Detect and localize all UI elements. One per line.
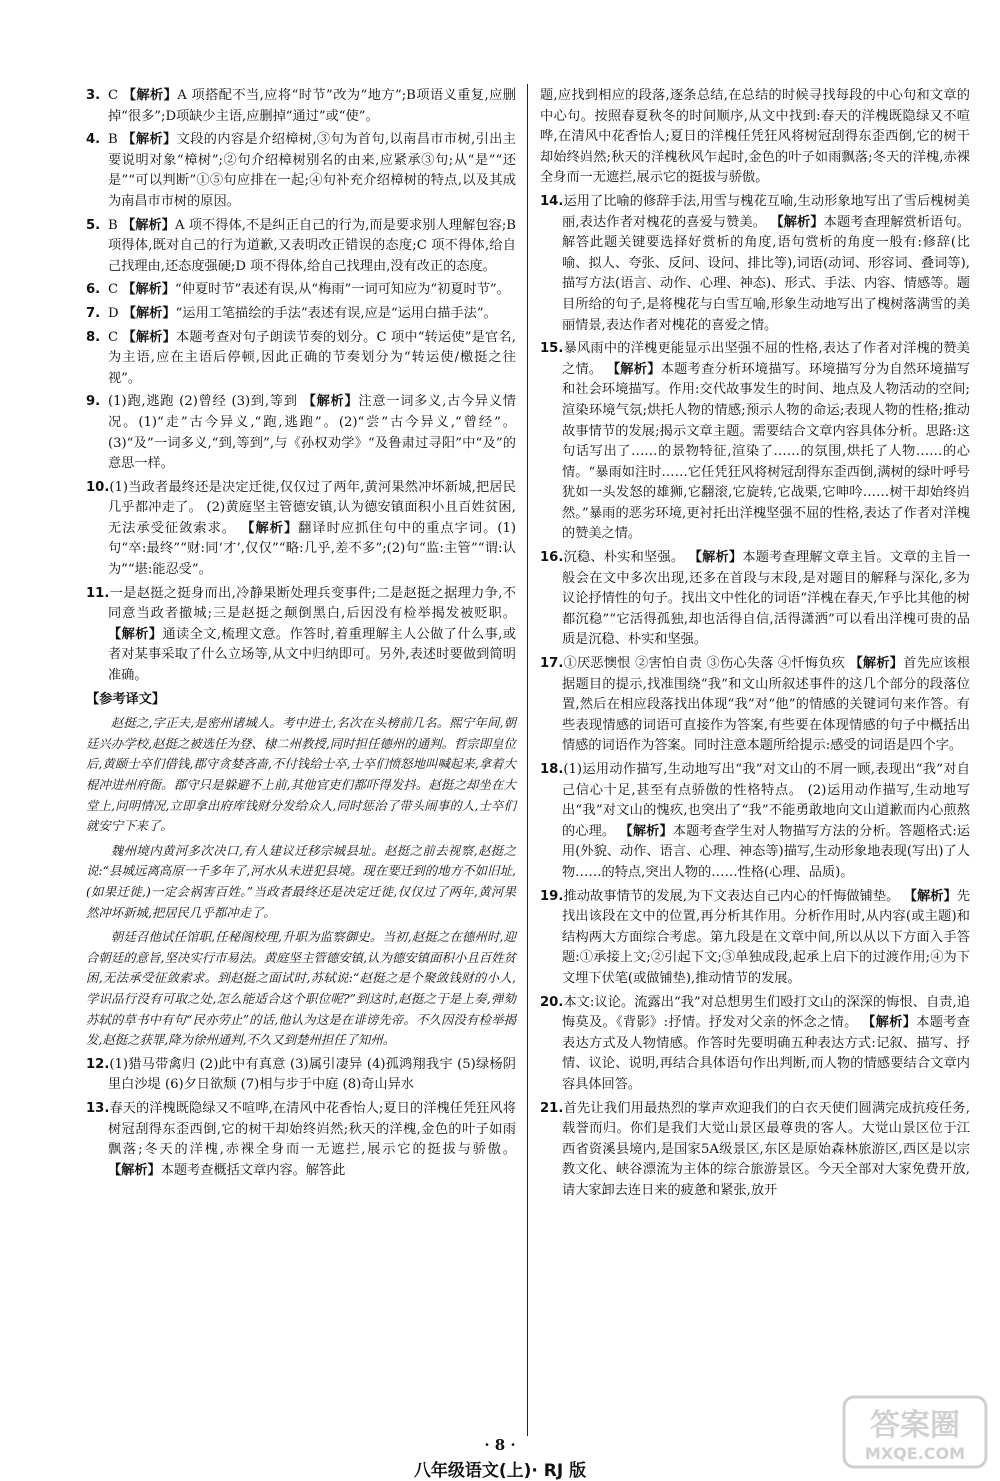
column-divider	[527, 84, 528, 1436]
analysis-tag: 【解析】	[302, 394, 359, 410]
answer-item	[86, 1055, 516, 1096]
analysis-text: 先找出该段在文中的位置,再分析其作用。分析作用时,从内容(或主题)和结构两大方面综合考虑。第九段是在文章中间,所以从以下方面入手答题:①承接上文;②引起下文;③单独成段,起承上启下的过渡作用;④为下文埋下伏笔(或做铺垫),推动情节的发展。	[562, 888, 970, 986]
answer-text: B	[108, 217, 122, 233]
analysis-text: 注意一词多义,古今异义情况。(1)“走”古今异义,“跑,逃跑”。(2)“尝”古今异义,“曾经”。(3)“及”一词多义,“到,等到”,与《孙权劝学》“及鲁肃过寻阳”中“及”的意思一样。	[108, 394, 516, 472]
watermark-url: MXQE.COM	[864, 1444, 966, 1463]
answer-item	[86, 584, 516, 687]
answer-item	[86, 216, 516, 278]
reference-translation-title: 【参考译文】	[86, 691, 166, 707]
analysis-text: A 项不得体,不是纠正自己的行为,而是要求别人理解包容;B 项得体,既对自己的行为道歉,又表明改正错误的态度;C 项不得体,给自己找理由,还态度强硬;D 项不得体,给自己找理由,没有改正的态度。	[108, 217, 517, 274]
analysis-tag: 【解析】	[241, 520, 299, 536]
analysis-text: A 项搭配不当,应将“时节”改为“地方”;B项语义重复,应删掉“很多”;D项缺少主语,应删掉“通过”或“使”。	[108, 88, 516, 124]
answer-number: 15.	[540, 341, 564, 357]
analysis-tag: 【解析】	[619, 823, 673, 839]
answer-text: (1)跑,逃跑 (2)曾经 (3)到,等到	[108, 394, 303, 410]
answer-number: 16.	[540, 550, 564, 566]
answer-number: 6.	[86, 282, 101, 298]
answer-text: (1)猎马带禽归 (2)此中有真意 (3)属引凄异 (4)孤鸿翔我宇 (5)绿杨阴里白沙堤 (6)夕日欲颓 (7)相与步于中庭 (8)奇山异水	[108, 1056, 516, 1093]
answer-number: 5.	[86, 217, 101, 233]
answer-number: 17.	[540, 656, 564, 672]
analysis-tag: 【解析】	[122, 305, 176, 321]
answer-number: 12.	[86, 1056, 110, 1072]
answer-number: 14.	[540, 193, 564, 209]
answer-item	[86, 130, 516, 212]
answer-number: 4.	[86, 132, 101, 148]
analysis-tag: 【解析】	[108, 1162, 161, 1178]
answer-text: ①厌恶懊恨 ②害怕自责 ③伤心失落 ④忏悔负疚	[563, 656, 850, 672]
analysis-text: 本题考查概括文章内容。解答此	[160, 1162, 346, 1178]
answer-number: 3.	[86, 88, 101, 103]
answer-item	[86, 392, 516, 474]
continued-analysis: 题,应找到相应的段落,逐条总结,在总结的时候寻找每段的中心句和文章的中心句。按照春夏秋冬的时间顺序,从文中找到:春天的洋槐既隐绿又不喧哗,在清风中花香怡人;夏日的洋槐任凭狂风将树冠刮得东歪西倒,它的树干却始终岿然;秋天的洋槐秋风乍起时,金色的叶子如雨飘落;冬天的洋槐,赤裸全身而一无遮拦,展示它的挺拔与骄傲。	[540, 88, 970, 186]
translation-paragraph: 魏州境内黄河多次决口,有人建议迁移宗城县址。赵挺之前去视察,赵挺之说:“县城远离高原一千多年了,河水从未进犯县境。现在要迁到的地方不如旧址,(如果迁徙,)一定会祸害百姓。”当政者最终还是决定迁徙,仅仅过了两年,黄河果然冲坏新城,把居民几乎都冲走了。	[86, 842, 516, 920]
answer-text: D	[108, 305, 123, 321]
answer-number: 18.	[540, 762, 564, 777]
watermark-logo	[840, 1393, 990, 1471]
answer-number: 11.	[86, 585, 110, 601]
analysis-tag: 【解析】	[849, 656, 904, 672]
answer-text: 运用了比喻的修辞手法,用雪与槐花互喻,生动形象地写出了雪后槐树美丽,表达作者对槐花的喜爱与赞美。	[562, 193, 970, 230]
answer-text: (1)运用动作描写,生动地写出“我”对文山的不屑一顾,表现出“我”对自己信心十足,甚至有点骄傲的性格特点。 (2)运用动作描写,生动地写出“我”对文山的愧疚,也突出了“我”不能勇敢地向文山道歉而内心煎熬的心理。	[562, 762, 970, 839]
answer-item	[540, 1099, 970, 1202]
answer-item	[540, 760, 970, 884]
answer-text: (1)当政者最终还是决定迁徙,仅仅过了两年,黄河果然冲坏新城,把居民几乎都冲走了。 (2)黄庭坚主管德安镇,认为德安镇面积小且百姓贫困,无法承受征敛索求。	[108, 479, 516, 536]
answer-item	[540, 654, 970, 757]
analysis-text: 本题考查理解赏析语句。解答此题关键要选择好赏析的角度,语句赏析的角度一般有:修辞(比喻、拟人、夸张、反问、设问、排比等),词语(动词、形容词、叠词等),描写方法(语言、动作、心理、神态)、形式、手法、内容、情感等。题目所给的句子,是将槐花与白雪互喻,形象生动地写出了槐树落满雪的美丽情景,表达作者对槐花的喜爱之情。	[562, 214, 971, 333]
answer-number: 7.	[86, 305, 101, 321]
analysis-text: “仲夏时节”表述有误,从“梅雨”一词可知应为“初夏时节”。	[175, 282, 510, 298]
analysis-tag: 【解析】	[903, 888, 957, 904]
page-number: · 8 ·	[484, 1436, 516, 1454]
analysis-text: 文段的内容是介绍樟树,③句为首句,以南昌市市树,引出主要说明对象“樟树”;②句介绍樟树别名的由来,应紧承③句;从“是”“还是”“可以判断”①⑤句应排在一起;④句补充介绍樟树的特点,以及其成为南昌市市树的原因。	[108, 132, 516, 209]
answer-text: C	[108, 88, 123, 103]
answer-item	[86, 478, 516, 581]
right-column	[540, 86, 970, 1204]
analysis-tag: 【解析】	[862, 1015, 917, 1031]
analysis-text: 本题考查对句子朗读节奏的划分。C 项中“转运使”是官名,为主语,应在主语后停顿,因此正确的节奏划分为“转运使/檄挺之往视”。	[108, 329, 516, 386]
answer-number: 13.	[86, 1100, 110, 1116]
answer-text: 首先让我们用最热烈的掌声欢迎我们的白衣天使们圆满完成抗疫任务,载誉而归。你们是我们大觉山景区最尊贵的客人。大觉山景区位于江西省资溪县境内,是国家5A级景区,东区是原始森林旅游区,西区是以宗教文化、峡谷漂流为主体的综合旅游景区。今天全部对大家免费开放,请大家卸去连日来的疲惫和紧张,放开	[562, 1100, 970, 1198]
answer-number: 21.	[540, 1100, 564, 1116]
answer-item	[86, 86, 516, 127]
answer-number: 8.	[86, 329, 101, 345]
answer-text: 本文:议论。流露出“我”对总想男生们殴打文山的深深的悔恨、自责,追悔莫及。《背影》:抒情。抒发对父亲的怀念之情。	[562, 994, 970, 1031]
analysis-text: 首先应该根据题目的提示,找准围绕“我”和文山所叙述事件的这几个部分的段落位置,然后在相应段落找出体现“我”对“他”的情感的关键词句来作答。有些表现情感的词语可直接作为答案,有些要在体现情感的句子中概括出情感的词语作为答案。同时注意本题所给提示:感受的词语是四个字。	[562, 656, 971, 754]
analysis-tag: 【解析】	[770, 214, 824, 230]
answer-item	[540, 887, 970, 990]
answer-text: 推动故事情节的发展,为下文表达自己内心的忏悔做铺垫。	[563, 888, 904, 904]
analysis-text: 翻译时应抓住句中的重点字词。(1)句“卒:最终”“财:同‘才’,仅仅”“略:几乎,差不多”;(2)句“监:主管”“谓:认为”“堪:能忍受”。	[108, 520, 516, 578]
analysis-tag: 【解析】	[606, 361, 661, 377]
answer-text: B	[108, 132, 123, 148]
answer-text: C	[108, 282, 123, 298]
analysis-tag: 【解析】	[122, 132, 177, 148]
analysis-text: 本题考查分析环境描写。环境描写分为自然环境描写和社会环境描写。作用:交代故事发生的时间、地点及人物活动的空间;渲染环境气氛;烘托人物的情感;预示人物的命运;表现人物的性格;推动故事情节的发展;揭示文章主题。需要结合文章内容具体分析。思路:这句话写出了……的景物特征,渲染了……的氛围,烘托了人物……的心情。“暴雨如注时……它任凭狂风将树冠刮得东歪西倒,满树的绿叶呼号犹如一头发怒的雄狮,它翻滚,它旋转,它战栗,它呻吟……树干却始终岿然。”暴雨的恶劣环境,更衬托出洋槐坚强不屈的性格,表达了作者对洋槐的赞美之情。	[562, 361, 970, 542]
translation-paragraph: 朝廷召他试任馆职,任秘阁校理,升职为监察御史。当初,赵挺之在德州时,迎合朝廷的意旨,坚决实行市易法。黄庭坚主管德安镇,认为德安镇面积小且百姓贫困,无法承受征敛索求。到赵挺之面试时,苏轼说:“赵挺之是个聚敛钱财的小人,学识品行没有可取之处,怎么能适合这个职位呢?”到这时,赵挺之于是上奏,弹劾苏轼的草书中有句“民亦劳止”的话,他认为这是在诽谤先帝。不久因没有检举揭发,赵挺之获罪,降为徐州通判,不久又到楚州担任了知州。	[86, 929, 516, 1048]
translation-paragraph: 赵挺之,字正夫,是密州诸城人。考中进士,名次在头榜前几名。熙宁年间,朝廷兴办学校,赵挺之被选任为登、棣二州教授,同时担任德州的通判。哲宗即皇位后,黄颐士卒们借钱,郡守贪婪吝啬,不付钱给士卒,士卒们愤怒地叫喊起来,拿着大棍冲进州府衙。郡守只是躲避不上前,其他官吏们都吓得发抖。赵挺之却坐在大堂上,问明情况,立即拿出府库钱财分发给众人,同时惩治了带头闹事的人,士卒们就安宁下来了。	[86, 715, 516, 834]
analysis-text: 本题考查学生对人物描写方法的分析。答题格式:运用(外貌、动作、语言、心理、神态等)描写,生动形象地表现(写出)了人物……的特点,突出人物的……性格(心理、品质)。	[562, 823, 970, 880]
analysis-tag: 【解析】	[122, 88, 178, 103]
analysis-tag: 【解析】	[122, 282, 176, 298]
analysis-text: 本题考查表达方式及人物情感。作答时先要明确五种表达方式:记叙、描写、抒情、议论、说明,再结合具体语句作出判断,而人物的情感要结合文章内容具体回答。	[562, 1015, 970, 1092]
answer-number: 10.	[86, 479, 110, 495]
answer-item	[540, 339, 970, 545]
answer-text: 沉稳、朴实和坚强。	[563, 550, 689, 566]
answer-item	[540, 548, 970, 651]
book-title: 八年级语文(上)· RJ 版	[413, 1461, 587, 1481]
analysis-text: 本题考查理解文章主旨。文章的主旨一般会在文中多次出现,还多在首段与末段,是对题目的解释与深化,多为议论抒情性的句子。找出文中性化的词语“洋槐在春天,乍乎比其他的树都沉稳”“它活得孤独,却也活得自信,活得潇洒”可以看出洋槐可贵的品质是沉稳、朴实和坚强。	[562, 550, 971, 648]
answer-text: 一是赵挺之挺身而出,冷静果断处理兵变事件;二是赵挺之据理力争,不同意当政者撤城;三是赵挺之颠倒黑白,后因没有检举揭发被贬职。	[108, 585, 516, 622]
answer-item	[540, 192, 970, 336]
answer-number: 9.	[86, 394, 101, 410]
answer-number: 20.	[540, 994, 564, 1010]
answer-item	[540, 993, 970, 1096]
answer-item	[86, 304, 516, 325]
answer-item	[86, 280, 516, 301]
analysis-text: 通读全文,梳理文意。作答时,着重理解主人公做了什么事,或者对某事采取了什么立场等,从文中归纳即可。另外,表述时要做到简明准确。	[108, 626, 517, 684]
answer-item	[86, 328, 516, 390]
analysis-tag: 【解析】	[122, 329, 176, 345]
left-column	[86, 86, 516, 1184]
watermark-text: 答案圈	[870, 1408, 960, 1443]
answer-text: 春天的洋槐既隐绿又不喧哗,在清风中花香怡人;夏日的洋槐任凭狂风将树冠刮得东歪西倒,它的树干却始终岿然;秋天的洋槐,金色的叶子如雨飘落;冬天的洋槐,赤裸全身而一无遮拦,展示它的挺拔与骄傲。	[108, 1100, 516, 1158]
answer-text: 暴风雨中的洋槐更能显示出坚强不屈的性格,表达了作者对洋槐的赞美之情。	[562, 341, 970, 377]
analysis-text: “运用工笔描绘的手法”表述有误,应是“运用白描手法”。	[175, 305, 497, 321]
analysis-tag: 【解析】	[688, 550, 743, 566]
analysis-tag: 【解析】	[121, 217, 175, 233]
answer-number: 19.	[540, 888, 564, 904]
analysis-tag: 【解析】	[108, 626, 163, 642]
answer-item	[86, 1099, 516, 1181]
answer-text: C	[108, 329, 123, 345]
